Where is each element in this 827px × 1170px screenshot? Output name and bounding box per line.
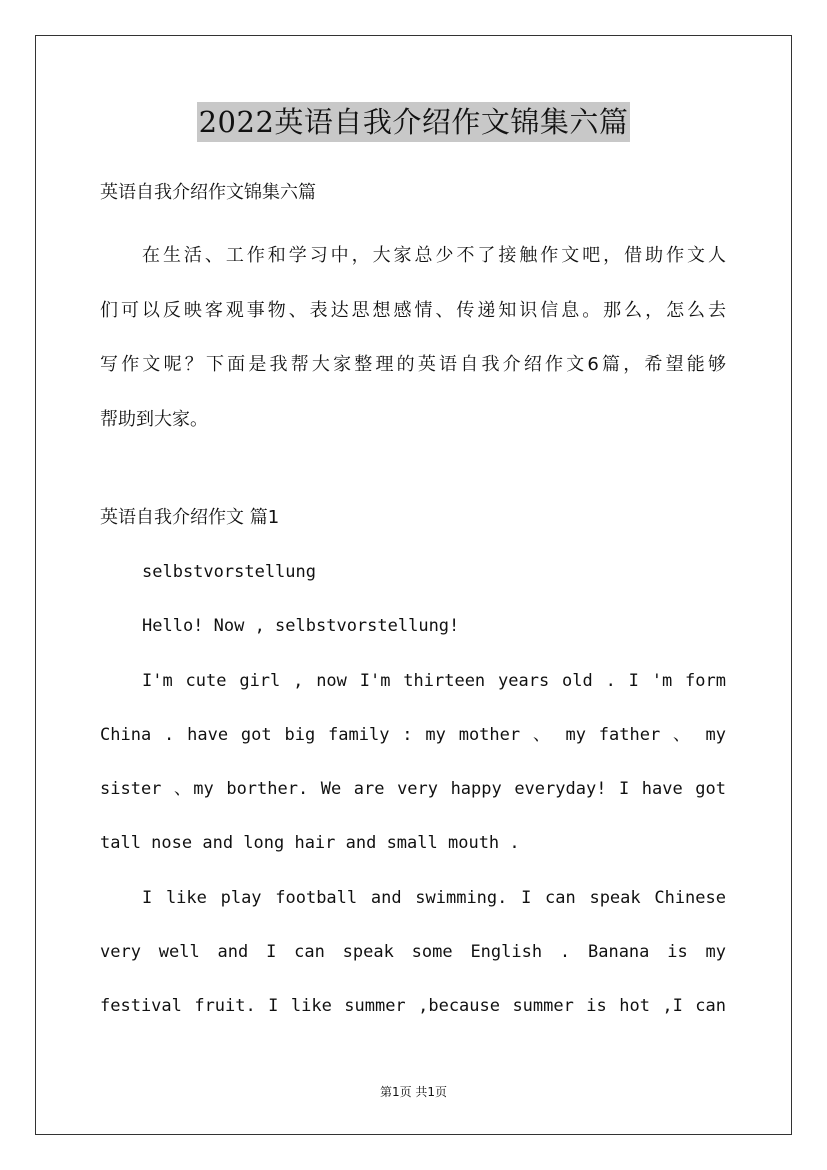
essay-line: tall nose and long hair and small mouth .: [100, 833, 520, 854]
essay-line: I like play football and swimming. I can speak Chinese: [142, 887, 726, 908]
page-footer: 第1页 共1页: [379, 1085, 448, 1099]
essay-line: sister 、my borther. We are very happy everyday! I have got: [100, 779, 726, 800]
intro-line: 写作文呢？下面是我帮大家整理的英语自我介绍作文6篇，希望能够: [100, 354, 726, 375]
essay-line: very well and I can speak some English . Banana is my: [100, 942, 726, 963]
essay-line: China . have got big family : my mother 、 my father 、 my: [100, 724, 726, 745]
section-heading: 英语自我介绍作文 篇1: [100, 507, 280, 528]
intro-paragraph: [100, 229, 726, 447]
intro-line: 在生活、工作和学习中，大家总少不了接触作文吧，借助作文人: [142, 245, 726, 266]
intro-line: 们可以反映客观事物、表达思想感情、传递知识信息。那么，怎么去: [100, 299, 726, 321]
essay-line: selbstvorstellung: [142, 562, 316, 582]
title-wrap: [0, 102, 827, 142]
essay-line: Hello! Now , selbstvorstellung!: [142, 616, 460, 637]
intro-line: 帮助到大家。: [100, 408, 208, 430]
essay-line: festival fruit. I like summer ,because summer is hot ,I can: [100, 996, 726, 1017]
essay-line: I'm cute girl , now I'm thirteen years old . I 'm form: [142, 670, 726, 691]
essay-body: [100, 545, 726, 1034]
document-subtitle: 英语自我介绍作文锦集六篇: [100, 182, 316, 203]
document-title: 2022英语自我介绍作文锦集六篇: [197, 102, 631, 142]
